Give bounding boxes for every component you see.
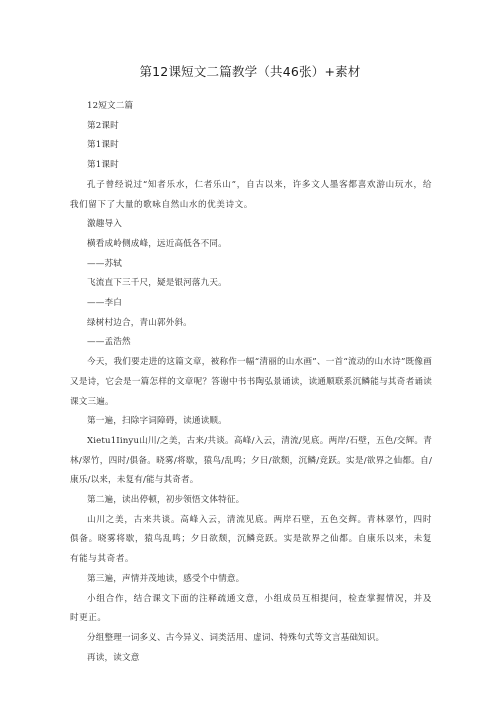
lesson-heading: 12短文二篇 (87, 101, 134, 111)
poem-line: 横看成岭侧成峰，远近高低各不同。 (87, 238, 227, 249)
session-label: 第1课时 (87, 160, 119, 171)
poem-author: ——孟浩然 (87, 337, 131, 348)
poem-author: ——李白 (87, 298, 122, 309)
poem-author: ——苏轼 (87, 258, 122, 269)
body-paragraph: 小组合作，结合课文下面的注释疏通文意，小组成员互相提问，检查掌握情况，并及时更正。 (70, 593, 432, 624)
body-paragraph: 今天，我们要走进的这篇文章，被称作一幅“清丽的山水画”、一首“流动的山水诗”既像画又是诗，它会是一篇怎样的文章呢？答谢中书书陶弘景诵读，读通顺联系沉鳞能与其奇者诵读课文三遍。 (70, 357, 432, 407)
body-paragraph: 山川之美，古来共谈。高峰入云，清流见底。两岸石壁，五色交辉。青林翠竹，四时俱备。晓雾将歇，猿鸟乱鸣；夕日欲颓，沉鳞竞跃。实是欲界之仙都。自康乐以来，未复有能与其奇者。 (70, 514, 432, 565)
reading-step: 再读，读文意 (87, 652, 140, 663)
reading-step: 第二遍，读出停顿，初步领悟文体特征。 (87, 495, 245, 506)
body-paragraph: 分组整理一词多义、古今异义、词类活用、虚词、特殊句式等文言基础知识。 (87, 632, 385, 643)
poem-line: 绿树村边合，青山郭外斜。 (87, 317, 192, 328)
reading-step: 第一遍，扫除字词障碍，读通读顺。 (87, 416, 227, 427)
document-title: 第12课短文二篇教学（共46张）+素材 (139, 64, 361, 79)
section-heading: 激趣导入 (87, 219, 122, 230)
body-paragraph: Xietu1Iinyu山川/之美，古来/共谈。高峰/入云，清流/见底。两岸/石壁，五色/交辉。青林/翠竹，四时/俱备。晓雾/将歇，猿鸟/乱鸣；夕日/欲颓，沉鳞/竞跃。实是/欲界之仙都。自/康乐/以来，未复有/能与其奇者。 (70, 435, 432, 486)
session-label: 第1课时 (87, 140, 119, 151)
document-body (70, 97, 432, 668)
reading-step: 第三遍，声情并茂地读，感受个中情意。 (87, 573, 245, 584)
poem-line: 飞流直下三千尺，疑是银河落九天。 (87, 278, 227, 289)
session-label: 第2课时 (87, 120, 119, 131)
intro-paragraph: 孔子曾经说过“知者乐水，仁者乐山”，自古以来，许多文人墨客都喜欢游山玩水，给我们留下了大量的歌咏自然山水的优美诗文。 (70, 179, 432, 210)
